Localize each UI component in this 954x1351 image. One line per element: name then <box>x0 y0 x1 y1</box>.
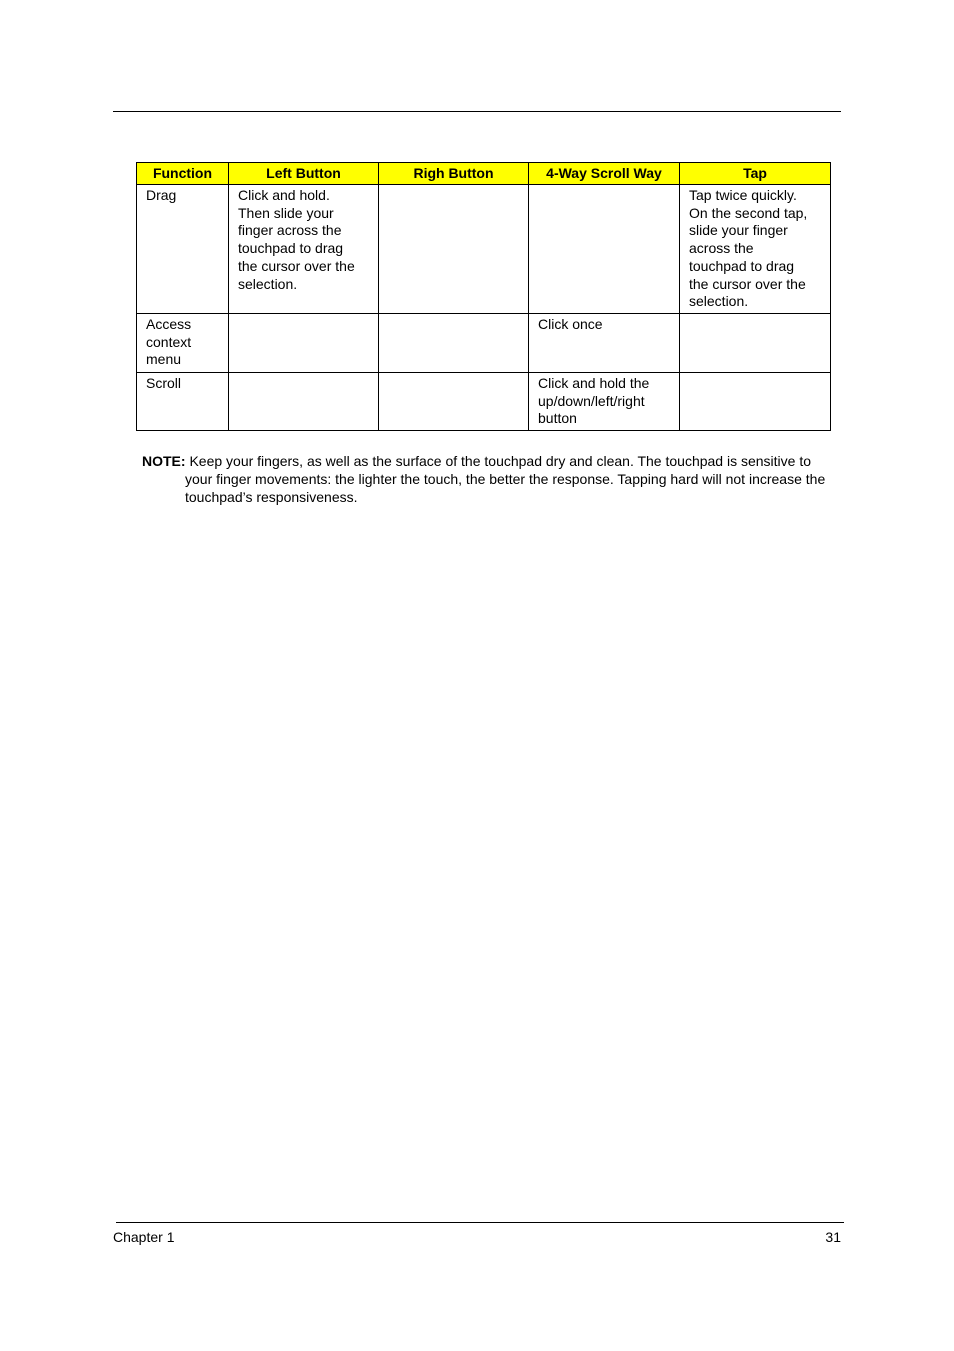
cell-tap: Tap twice quickly. On the second tap, slide your finger across the touchpad to drag the cursor over the selection. <box>680 185 831 314</box>
note-line-1: Keep your fingers, as well as the surface of the touchpad dry and clean. The touchpad is sensitive to <box>189 453 812 469</box>
header-scroll-way: 4-Way Scroll Way <box>529 163 680 185</box>
cell-right-button <box>379 314 529 373</box>
note-paragraph <box>142 452 842 506</box>
footer-chapter: Chapter 1 <box>113 1229 175 1245</box>
cell-function: Drag <box>137 185 229 314</box>
note-line-3: touchpad’s responsiveness. <box>185 489 358 505</box>
header-rule <box>113 111 841 112</box>
note-line-2: your finger movements: the lighter the touch, the better the response. Tapping hard will not increase the <box>185 471 826 487</box>
cell-tap <box>680 373 831 431</box>
header-function: Function <box>137 163 229 185</box>
header-right-button: Righ Button <box>379 163 529 185</box>
note-first-line <box>142 452 842 470</box>
cell-left-button <box>229 373 379 431</box>
cell-left-button: Click and hold. Then slide your finger across the touchpad to drag the cursor over the selection. <box>229 185 379 314</box>
table-row <box>137 185 831 314</box>
cell-left-button <box>229 314 379 373</box>
cell-function: Access context menu <box>137 314 229 373</box>
cell-scroll-way: Click once <box>529 314 680 373</box>
cell-scroll-way: Click and hold the up/down/left/right button <box>529 373 680 431</box>
table-header-row <box>137 163 831 185</box>
cell-right-button <box>379 185 529 314</box>
cell-scroll-way <box>529 185 680 314</box>
touchpad-function-table <box>136 162 831 431</box>
table-row <box>137 373 831 431</box>
cell-right-button <box>379 373 529 431</box>
header-left-button: Left Button <box>229 163 379 185</box>
cell-function: Scroll <box>137 373 229 431</box>
cell-tap <box>680 314 831 373</box>
note-label: NOTE: <box>142 453 186 469</box>
footer-page-number: 31 <box>825 1229 841 1245</box>
header-tap: Tap <box>680 163 831 185</box>
table-row <box>137 314 831 373</box>
footer-rule <box>116 1222 844 1223</box>
